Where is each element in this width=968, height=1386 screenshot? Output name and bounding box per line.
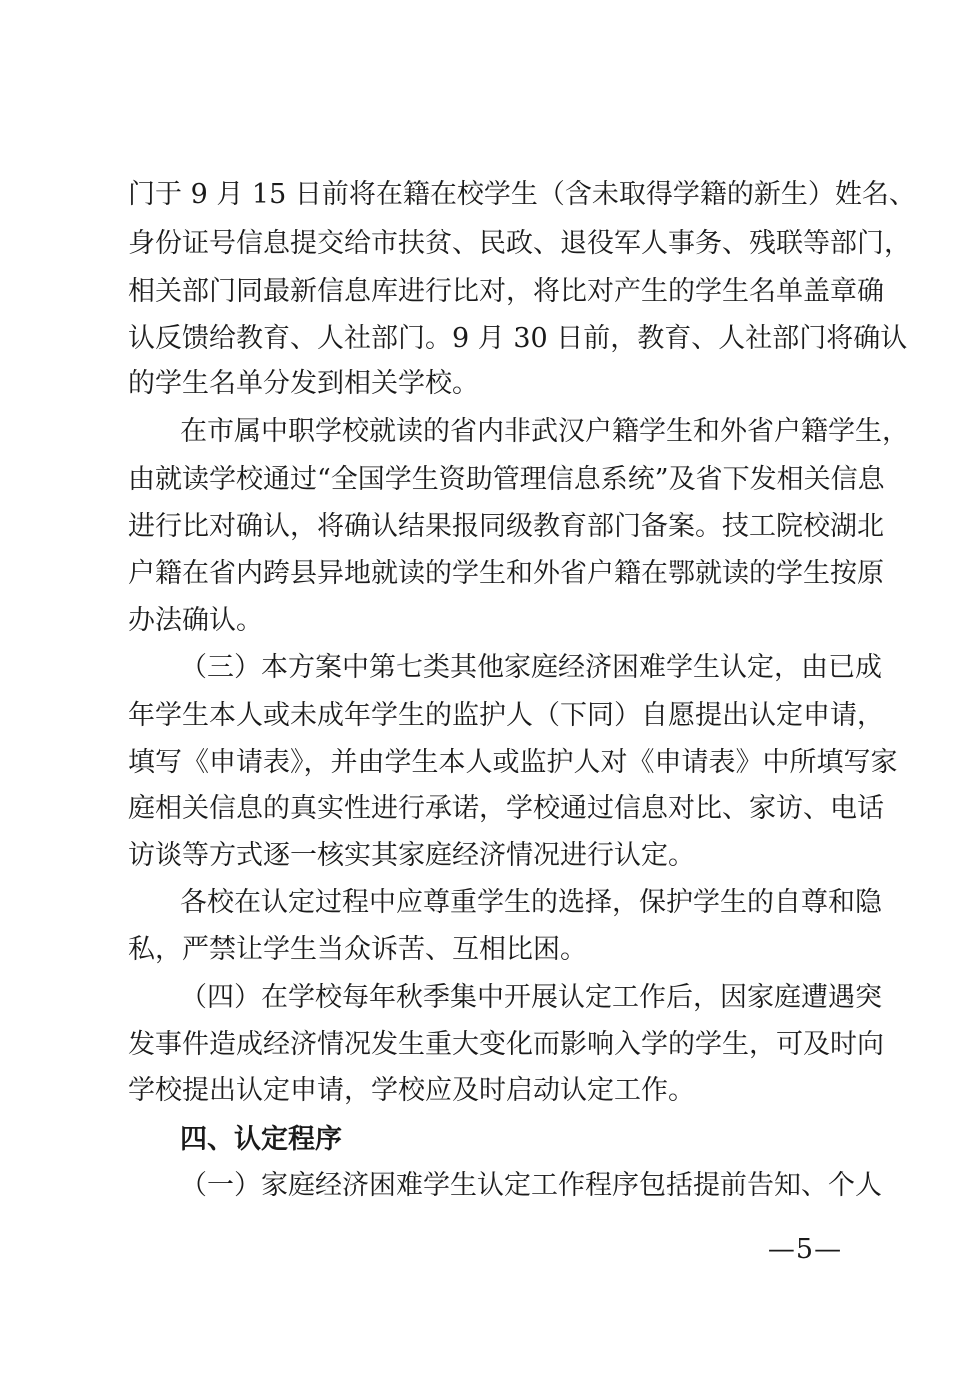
body-line-14: 庭相关信息的真实性进行承诺，学校通过信息对比、家访、电话: [128, 793, 884, 824]
section-heading: 四、认定程序: [180, 1124, 342, 1155]
body-line-16: 各校在认定过程中应尊重学生的选择，保护学生的自尊和隐: [180, 887, 882, 918]
body-line-7: 由就读学校通过“全国学生资助管理信息系统”及省下发相关信息: [128, 464, 885, 495]
page-number: —5—: [767, 1234, 843, 1265]
body-line-3: 相关部门同最新信息库进行比对，将比对产生的学生名单盖章确: [128, 276, 884, 307]
body-line-10: 办法确认。: [128, 605, 263, 636]
body-line-19: 发事件造成经济情况发生重大变化而影响入学的学生，可及时向: [128, 1029, 884, 1060]
body-line-17: 私，严禁让学生当众诉苦、互相比困。: [128, 934, 587, 965]
body-line-4: 认反馈给教育、人社部门。9 月 30 日前，教育、人社部门将确认: [128, 323, 908, 354]
body-line-2: 身份证号信息提交给市扶贫、民政、退役军人事务、残联等部门，: [128, 228, 911, 259]
body-line-5: 的学生名单分发到相关学校。: [128, 368, 479, 399]
body-line-13: 填写《申请表》，并由学生本人或监护人对《申请表》中所填写家: [128, 747, 898, 778]
body-line-20: 学校提出认定申请，学校应及时启动认定工作。: [128, 1075, 695, 1106]
body-line-9: 户籍在省内跨县异地就读的学生和外省户籍在鄂就读的学生按原: [128, 558, 884, 589]
body-line-21: （一）家庭经济困难学生认定工作程序包括提前告知、个人: [180, 1170, 882, 1201]
body-line-8: 进行比对确认，将确认结果报同级教育部门备案。技工院校湖北: [128, 511, 884, 542]
body-line-15: 访谈等方式逐一核实其家庭经济情况进行认定。: [128, 840, 695, 871]
body-line-11: （三）本方案中第七类其他家庭经济困难学生认定，由已成: [180, 652, 882, 683]
body-line-12: 年学生本人或未成年学生的监护人（下同）自愿提出认定申请，: [128, 700, 884, 731]
body-line-18: （四）在学校每年秋季集中开展认定工作后，因家庭遭遇突: [180, 982, 882, 1013]
body-line-6: 在市属中职学校就读的省内非武汉户籍学生和外省户籍学生，: [180, 416, 909, 447]
body-line-1: 门于 9 月 15 日前将在籍在校学生（含未取得学籍的新生）姓名、: [128, 179, 916, 210]
